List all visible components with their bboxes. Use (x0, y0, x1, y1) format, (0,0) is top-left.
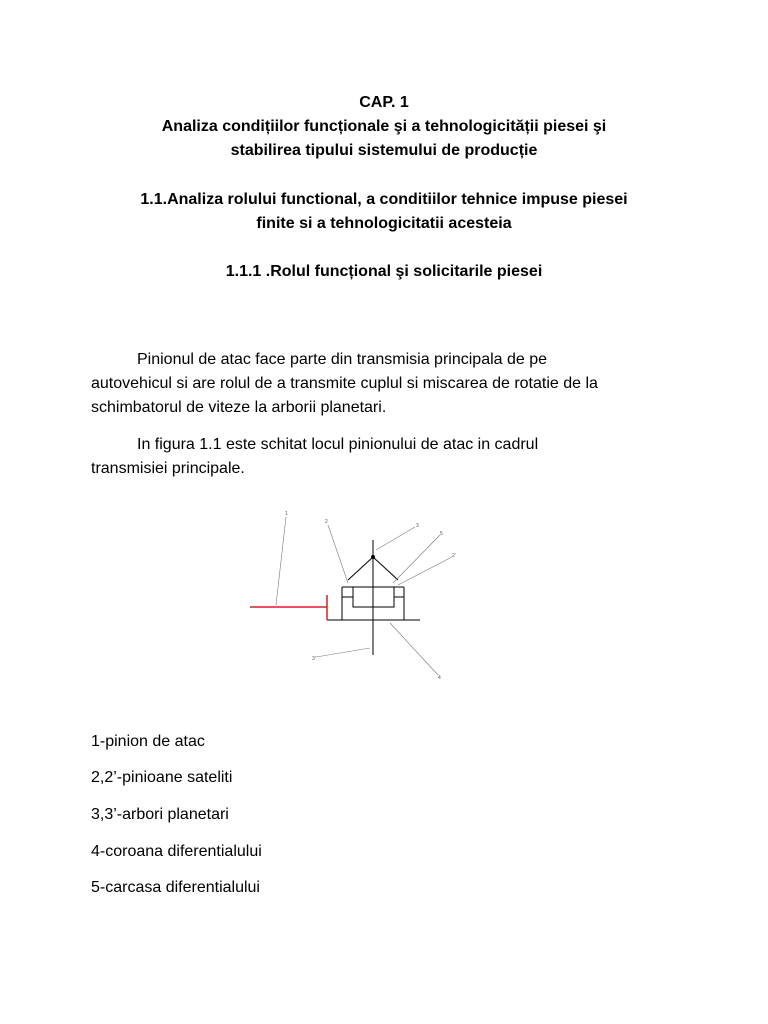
section-heading-line-1: 1.1.Analiza rolului functional, a conditiilor tehnice impuse piesei (140, 191, 628, 208)
diagram-pivot-dot (371, 555, 375, 559)
paragraph-1-line-2: autovehicul si are rolul de a transmite cuplul si miscarea de rotatie de la (91, 375, 598, 392)
leader-line-5 (393, 535, 440, 583)
diagram-right-diagonal (373, 557, 398, 580)
paragraph-2-line-2: transmisiei principale. (91, 460, 245, 477)
diagram-label-2: 2 (325, 519, 328, 525)
leader-line-2 (328, 525, 348, 583)
chapter-title-line-1: Analiza condițiilor funcționale şi a tehnologicității piesei şi (161, 118, 607, 135)
leader-line-3 (376, 527, 415, 550)
paragraph-1 (91, 348, 691, 420)
leader-line-4 (390, 623, 438, 675)
diagram-label-4: 4 (438, 675, 441, 681)
paragraph-1-line-1: Pinionul de atac face parte din transmisia principala de pe (137, 351, 548, 368)
paragraph-2-line-1: In figura 1.1 este schitat locul pinionului de atac in cadrul (137, 436, 539, 453)
diagram-label-1: 1 (285, 511, 288, 517)
diagram-label-5: 5 (440, 531, 443, 537)
paragraph-2 (91, 433, 691, 481)
leader-line-2-prime (398, 557, 452, 585)
legend-item-4: 4-coroana diferentialului (91, 843, 262, 860)
legend-item-1: 1-pinion de atac (91, 733, 205, 750)
diagram-label-3: 3 (416, 523, 419, 529)
legend-item-5: 5-carcasa diferentialului (91, 879, 260, 896)
subsection-heading: 1.1.1 .Rolul funcțional şi solicitarile piesei (225, 263, 543, 280)
differential-diagram (240, 505, 470, 685)
diagram-label-2-prime: 2' (452, 553, 456, 559)
leader-line-1 (276, 517, 286, 605)
chapter-title-line-2: stabilirea tipului sistemului de producție (230, 142, 538, 159)
diagram-label-3-prime: 3' (312, 656, 316, 662)
legend-item-3: 3,3’-arbori planetari (91, 806, 229, 823)
leader-line-3-prime (316, 648, 370, 657)
section-heading-line-2: finite si a tehnologicitatii acesteia (256, 215, 512, 232)
legend-item-2: 2,2’-pinioane sateliti (91, 769, 233, 786)
diagram-left-diagonal (348, 557, 373, 580)
chapter-heading: CAP. 1 (359, 94, 409, 111)
paragraph-1-line-3: schimbatorul de viteze la arborii planetari. (91, 399, 387, 416)
